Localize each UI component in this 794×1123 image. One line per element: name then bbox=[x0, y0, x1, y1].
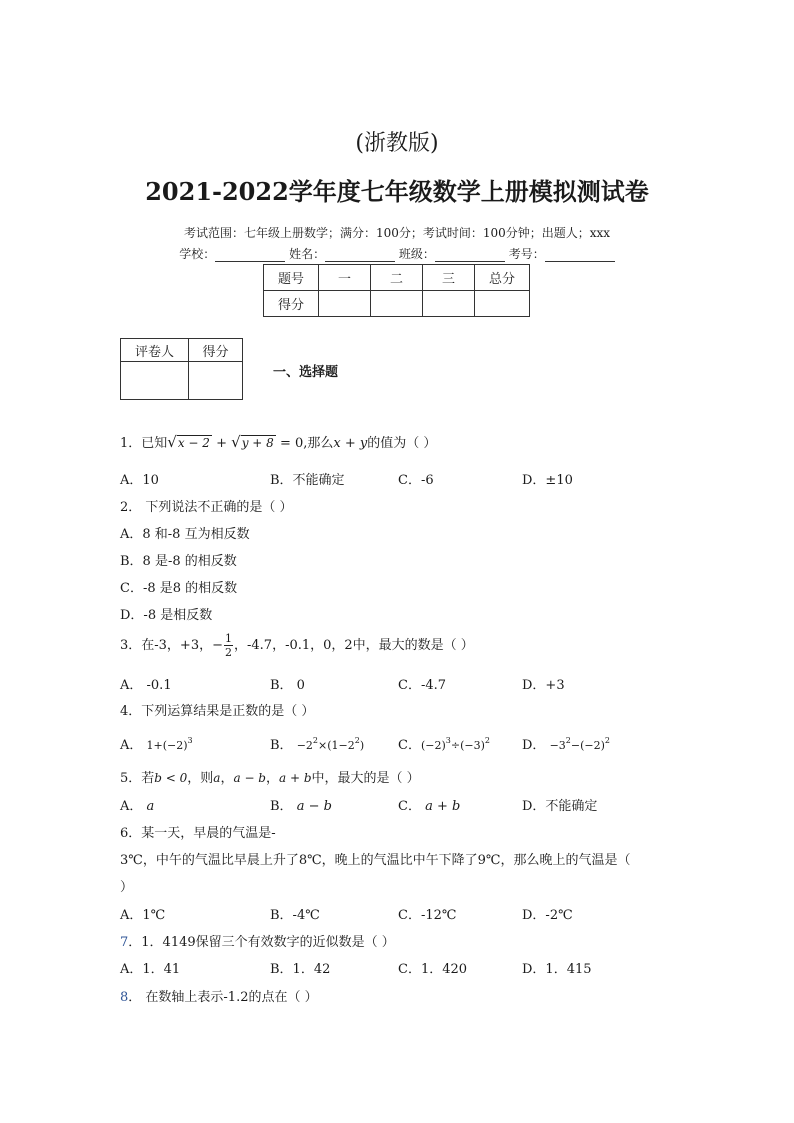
exam-info: 考试范围：七年级上册数学；满分：100分；考试时间：100分钟；出题人；xxx bbox=[183, 226, 611, 240]
q5-prefix: 5．若 bbox=[120, 771, 155, 786]
q7-option-b[interactable]: B．1．42 bbox=[270, 962, 331, 977]
class-label: 班级： bbox=[398, 247, 435, 261]
score-table bbox=[263, 264, 530, 317]
class-field[interactable] bbox=[435, 249, 505, 262]
question-6-line-1: 6．某一天，早晨的气温是- bbox=[120, 826, 276, 841]
score-cell[interactable] bbox=[475, 291, 530, 317]
q4-option-d[interactable] bbox=[522, 734, 610, 753]
q5-suffix: 中，最大的是（ ） bbox=[311, 771, 420, 786]
q4-option-c-e1: 3 bbox=[445, 736, 451, 745]
q1-radicand-1: x − 2 bbox=[177, 436, 210, 450]
q7-stem: ．1．4149保留三个有效数字的近似数是（ ） bbox=[128, 935, 395, 950]
q5-option-b[interactable] bbox=[270, 795, 332, 814]
q4-option-b-e2: 2 bbox=[354, 736, 360, 745]
q5-option-a[interactable] bbox=[120, 795, 154, 814]
q5-mid: ，则 bbox=[187, 771, 214, 786]
name-label: 姓名： bbox=[289, 247, 326, 261]
q6-option-c[interactable]: C．-12℃ bbox=[398, 908, 457, 923]
q3-option-c[interactable]: C．-4.7 bbox=[398, 678, 447, 693]
q5-sep2: ， bbox=[266, 771, 280, 786]
q2-option-a[interactable]: A．8 和-8 互为相反数 bbox=[120, 527, 250, 542]
q5-option-c-expr: a + b bbox=[425, 799, 461, 814]
question-1 bbox=[120, 432, 436, 451]
q6-option-b[interactable]: B．-4℃ bbox=[270, 908, 320, 923]
grader-input-row bbox=[121, 362, 243, 400]
score-header-cell: 题号 bbox=[264, 265, 319, 291]
q4-option-b-label: B． bbox=[270, 738, 293, 753]
q5-option-c-label: C． bbox=[398, 799, 421, 814]
q4-option-b-e1: 2 bbox=[312, 736, 319, 745]
question-5 bbox=[120, 767, 420, 786]
q7-option-c[interactable]: C．1．420 bbox=[398, 962, 468, 977]
q4-option-d-label: D． bbox=[522, 738, 546, 753]
grader-header-row bbox=[121, 339, 243, 362]
q3-fraction-denominator: 2 bbox=[225, 646, 232, 659]
name-field[interactable] bbox=[325, 249, 395, 262]
q5-v2: a − b bbox=[233, 771, 266, 785]
q4-option-c[interactable] bbox=[398, 734, 490, 753]
q4-option-d-e1: 2 bbox=[565, 736, 571, 745]
school-field[interactable] bbox=[215, 249, 285, 262]
exam-title: 2021-2022学年度七年级数学上册模拟测试卷 bbox=[145, 177, 649, 206]
q4-option-b-c: ) bbox=[359, 739, 365, 752]
score-cell[interactable] bbox=[423, 291, 475, 317]
q5-sep1: ， bbox=[220, 771, 234, 786]
score-header-cell: 总分 bbox=[475, 265, 530, 291]
q3-prefix: 3．在-3，+3，− bbox=[120, 638, 223, 653]
grader-header-cell: 评卷人 bbox=[121, 339, 189, 362]
sqrt-sign: √ bbox=[167, 433, 177, 451]
question-7 bbox=[120, 931, 395, 950]
q1-option-a[interactable]: A．10 bbox=[120, 473, 159, 488]
q3-option-a[interactable]: A． -0.1 bbox=[120, 678, 172, 693]
q4-option-b[interactable] bbox=[270, 734, 364, 753]
q1-option-b[interactable]: B．不能确定 bbox=[270, 473, 345, 488]
q4-option-d-e2: 2 bbox=[604, 736, 610, 745]
q8-stem: ． 在数轴上表示-1.2的点在（ ） bbox=[128, 990, 318, 1005]
q5-option-c[interactable] bbox=[398, 795, 460, 814]
q4-option-d-a: −3 bbox=[549, 739, 566, 752]
q4-option-a-base: 1+(−2) bbox=[146, 739, 188, 752]
q4-option-c-e2: 2 bbox=[484, 736, 490, 745]
q1-expr: x + y bbox=[333, 436, 368, 451]
score-header-cell: 三 bbox=[423, 265, 475, 291]
grader-cell[interactable] bbox=[189, 362, 243, 400]
q5-option-d[interactable]: D．不能确定 bbox=[522, 799, 598, 814]
q6-option-d[interactable]: D．-2℃ bbox=[522, 908, 573, 923]
q2-option-b[interactable]: B．8 是-8 的相反数 bbox=[120, 554, 237, 569]
score-cell[interactable] bbox=[319, 291, 371, 317]
q5-cond: b < 0 bbox=[154, 771, 188, 785]
question-6-line-3: ） bbox=[120, 880, 134, 895]
q5-option-a-label: A． bbox=[120, 799, 143, 814]
q3-fraction bbox=[224, 632, 233, 659]
q1-radicand-2: y + 8 bbox=[241, 436, 274, 450]
q5-option-a-expr: a bbox=[146, 799, 155, 814]
q8-number: 8 bbox=[120, 990, 129, 1005]
q5-v1: a bbox=[213, 771, 221, 785]
sqrt-sign: √ bbox=[231, 433, 241, 451]
q4-option-a-exp: 3 bbox=[187, 736, 193, 745]
q4-option-a[interactable] bbox=[120, 734, 193, 753]
q1-option-d[interactable]: D．±10 bbox=[522, 473, 573, 488]
q1-suffix: 的值为（ ） bbox=[367, 436, 437, 451]
grader-cell[interactable] bbox=[121, 362, 189, 400]
exam-edition: (浙教版) bbox=[355, 131, 439, 156]
q5-option-b-label: B． bbox=[270, 799, 293, 814]
score-table-header-row bbox=[264, 265, 530, 291]
exam-number-field[interactable] bbox=[545, 249, 615, 262]
q1-equals: = 0 bbox=[279, 436, 304, 451]
score-header-cell: 二 bbox=[371, 265, 423, 291]
score-row-label: 得分 bbox=[264, 291, 319, 317]
q6-option-a[interactable]: A．1℃ bbox=[120, 908, 166, 923]
section-title: 一、选择题 bbox=[273, 365, 339, 380]
q3-option-d[interactable]: D．+3 bbox=[522, 678, 565, 693]
q4-option-b-b: ×(1−2 bbox=[318, 739, 355, 752]
q1-prefix: 1．已知 bbox=[120, 436, 168, 451]
q4-option-b-a: −2 bbox=[296, 739, 313, 752]
question-2: 2． 下列说法不正确的是（ ） bbox=[120, 500, 293, 515]
q3-fraction-numerator: 1 bbox=[225, 632, 232, 645]
grader-table bbox=[120, 338, 243, 400]
q5-option-b-expr: a − b bbox=[296, 799, 332, 814]
student-fields bbox=[0, 245, 794, 262]
score-table-score-row bbox=[264, 291, 530, 317]
q4-option-a-label: A． bbox=[120, 738, 143, 753]
question-6-line-2: 3℃，中午的气温比早晨上升了8℃，晚上的气温比中午下降了9℃，那么晚上的气温是（ bbox=[120, 853, 631, 868]
q4-option-d-b: −(−2) bbox=[570, 739, 605, 752]
q7-number: 7 bbox=[120, 935, 129, 950]
q4-option-c-b: ÷(−3) bbox=[450, 739, 485, 752]
score-cell[interactable] bbox=[371, 291, 423, 317]
q3-option-b[interactable]: B． 0 bbox=[270, 678, 305, 693]
q1-mid: ,那么 bbox=[303, 436, 334, 451]
q7-option-a[interactable]: A．1．41 bbox=[120, 962, 181, 977]
q2-option-c[interactable]: C．-8 是8 的相反数 bbox=[120, 581, 238, 596]
question-4: 4．下列运算结果是正数的是（ ） bbox=[120, 704, 315, 719]
q5-v3: a + b bbox=[279, 771, 312, 785]
q7-option-d[interactable]: D．1．415 bbox=[522, 962, 592, 977]
q4-option-c-a: (−2) bbox=[420, 739, 446, 752]
question-3 bbox=[120, 632, 474, 659]
grader-header-cell: 得分 bbox=[189, 339, 243, 362]
school-label: 学校： bbox=[179, 247, 216, 261]
score-header-cell: 一 bbox=[319, 265, 371, 291]
exam-number-label: 考号： bbox=[508, 247, 545, 261]
q1-option-c[interactable]: C．-6 bbox=[398, 473, 434, 488]
question-8 bbox=[120, 986, 318, 1005]
q1-plus: + bbox=[216, 436, 227, 451]
q3-suffix: ，-4.7，-0.1，0，2中，最大的数是（ ） bbox=[234, 638, 474, 653]
q4-option-c-label: C． bbox=[398, 738, 421, 753]
q2-option-d[interactable]: D．-8 是相反数 bbox=[120, 608, 213, 623]
